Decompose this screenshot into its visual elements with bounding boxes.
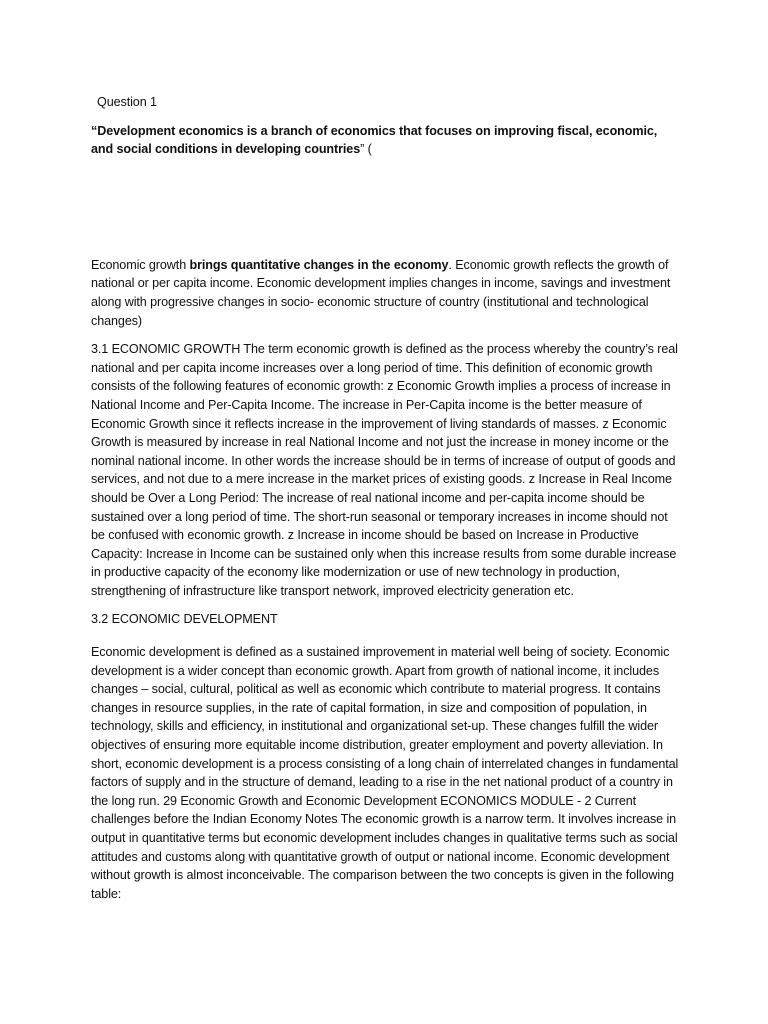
quote-bold-text: “Development economics is a branch of economics that focuses on improving fiscal, economic, and social conditions in developing countries — [91, 123, 658, 157]
economic-development-paragraph: Economic development is defined as a sustained improvement in material well being of society. Economic development is a wider concept than economic growth. Apart from growth of national income, it includes changes – social, cultural, political as well as economic which contribute to material progress. It contains changes in resource supplies, in the rate of capital formation, in size and composition of population, in technology, skills and efficiency, in institutional and organizational set-up. These changes fulfill the wider objectives of ensuring more equitable income distribution, greater employment and poverty alleviation. In short, economic development is a process consisting of a long chain of interrelated changes in fundamental factors of supply and in the structure of demand, leading to a rise in the net national product of a country in the long run. 29 Economic Growth and Economic Development ECONOMICS MODULE - 2 Current challenges before the Indian Economy Notes The economic growth is a narrow term. It involves increase in output in quantitative terms but economic development includes changes in qualitative terms such as social attitudes and customs along with quantitative growth of output or national income. Economic development without growth is almost inconceivable. The comparison between the two concepts is given in the following table: — [91, 645, 679, 901]
document-body — [91, 93, 681, 913]
question-heading: Question 1 — [97, 95, 157, 109]
intro-bold-text: brings quantitative changes in the economy — [189, 257, 449, 272]
intro-text-start: Economic growth — [91, 257, 190, 272]
economic-development-title: 3.2 ECONOMIC DEVELOPMENT — [91, 612, 278, 627]
blank-space — [91, 159, 681, 256]
quote-tail-text: ” ( — [360, 142, 372, 157]
intro-text-end: . Economic growth reflects the growth of national or per capita income. Economic development implies changes in income, savings and investment along with progressive changes in socio- economic structure of country (institutional and technological changes) — [91, 257, 671, 328]
economic-growth-paragraph: 3.1 ECONOMIC GROWTH The term economic growth is defined as the process whereby the country’s real national and per capita income increases over a long period of time. This definition of economic growth consists of the following features of economic growth: z Economic Growth implies a process of increase in National Income and Per-Capita Income. The increase in Per-Capita income is the better measure of Economic Growth since it reflects increase in the improvement of living standards of masses. z Economic Growth is measured by increase in real National Income and not just the increase in money income or the nominal national income. In other words the increase should be in terms of increase of output of goods and services, and not due to a mere increase in the market prices of existing goods. z Increase in Real Income should be Over a Long Period: The increase of real national income and per-capita income should be sustained over a long period of time. The short-run seasonal or temporary increases in income should not be confused with economic growth. z Increase in income should be based on Increase in Productive Capacity: Increase in Income can be sustained only when this increase results from some durable increase in productive capacity of the economy like modernization or use of new technology in production, strengthening of infrastructure like transport network, improved electricity generation etc. — [91, 342, 678, 598]
definition-quote — [91, 122, 681, 159]
intro-paragraph — [91, 256, 681, 330]
